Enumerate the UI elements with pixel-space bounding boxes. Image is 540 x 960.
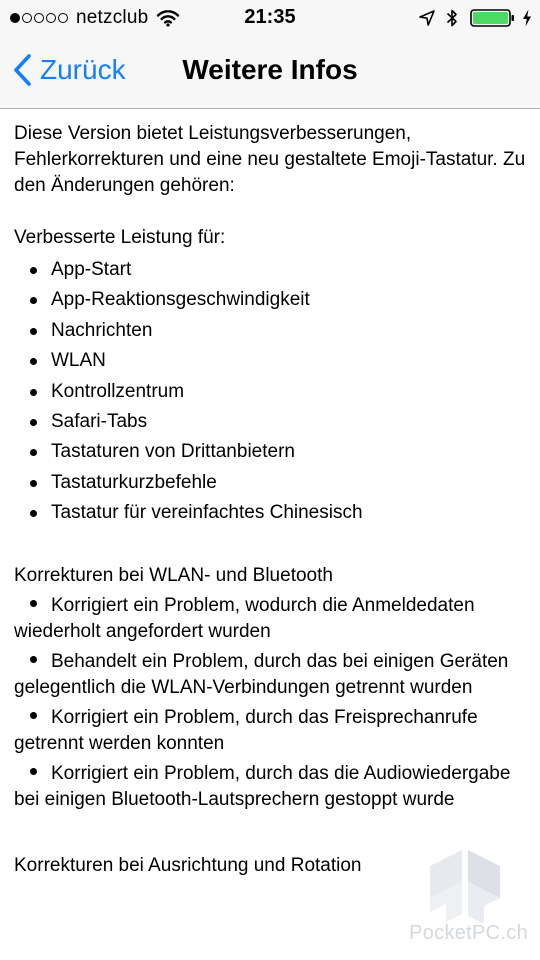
bullet-icon [30,358,37,365]
bullet-icon [30,656,37,663]
bullet-icon [30,768,37,775]
list-item [14,437,530,467]
performance-heading: Verbesserte Leistung für: [14,227,226,248]
list-item-label: WLAN [51,350,106,372]
status-bar [0,0,540,36]
bullet-icon [30,480,37,487]
bullet-icon [30,449,37,456]
bullet-icon [30,267,37,274]
list-item [14,649,530,701]
list-item [14,346,530,376]
list-item-label: Korrigiert ein Problem, durch das Freisprechanrufe getrennt werden konnten [14,706,478,754]
bullet-icon [30,510,37,517]
list-item-label: Behandelt ein Problem, durch das bei einigen Geräten gelegentlich die WLAN-Verbindungen getrennt wurden [14,650,509,698]
wlan-bluetooth-list [14,593,530,813]
bluetooth-icon [446,8,458,28]
list-item-label: Tastaturen von Drittanbietern [51,441,295,463]
page-title: Weitere Infos [182,54,358,85]
bullet-icon [30,712,37,719]
location-arrow-icon [418,9,436,27]
list-item [14,498,530,528]
list-item-label: Tastatur für vereinfachtes Chinesisch [51,502,363,524]
list-item [14,593,530,645]
bullet-icon [30,297,37,304]
spacer [14,199,530,225]
list-item-label: Kontrollzentrum [51,380,185,402]
status-bar-right [408,7,532,29]
charging-bolt-icon [522,9,532,27]
spacer [14,529,530,563]
list-item [14,255,530,285]
bullet-icon [30,328,37,335]
list-item-label: Korrigiert ein Problem, wodurch die Anmeldedaten wiederholt angefordert wurden [14,594,475,642]
list-item-label: Safari-Tabs [51,410,148,432]
battery-icon [470,8,516,28]
list-item [14,407,530,437]
list-item [14,705,530,757]
list-item-label: Tastaturkurzbefehle [51,471,217,493]
watermark-text: PocketPC.ch [409,922,528,944]
navigation-bar [0,36,540,109]
list-item [14,285,530,315]
wlan-bluetooth-heading: Korrekturen bei WLAN- und Bluetooth [14,564,333,586]
performance-list [14,255,530,529]
list-item-label: Nachrichten [51,319,153,341]
intro-text: Diese Version bietet Leistungsverbesserungen, Fehlerkorrekturen und eine neu gestaltete Emoji-Tastatur. Zu den Änderungen gehören: [14,123,526,196]
bullet-icon [30,419,37,426]
list-item-label: Korrigiert ein Problem, durch das die Audiowiedergabe bei einigen Bluetooth-Lautsprechern gestoppt wurde [14,762,511,810]
list-item-label: App-Start [51,259,132,280]
back-button-label: Zurück [40,54,126,85]
bullet-icon [30,600,37,607]
list-item-label: App-Reaktionsgeschwindigkeit [51,289,310,311]
orientation-heading: Korrekturen bei Ausrichtung und Rotation [14,854,362,876]
carrier-name: netzclub [76,7,149,28]
release-notes [14,121,530,879]
list-item [14,377,530,407]
status-time: 21:35 [244,6,296,28]
list-item [14,468,530,498]
bullet-icon [30,389,37,396]
list-item [14,316,530,346]
watermark-logo-icon [424,846,524,931]
list-item [14,761,530,813]
